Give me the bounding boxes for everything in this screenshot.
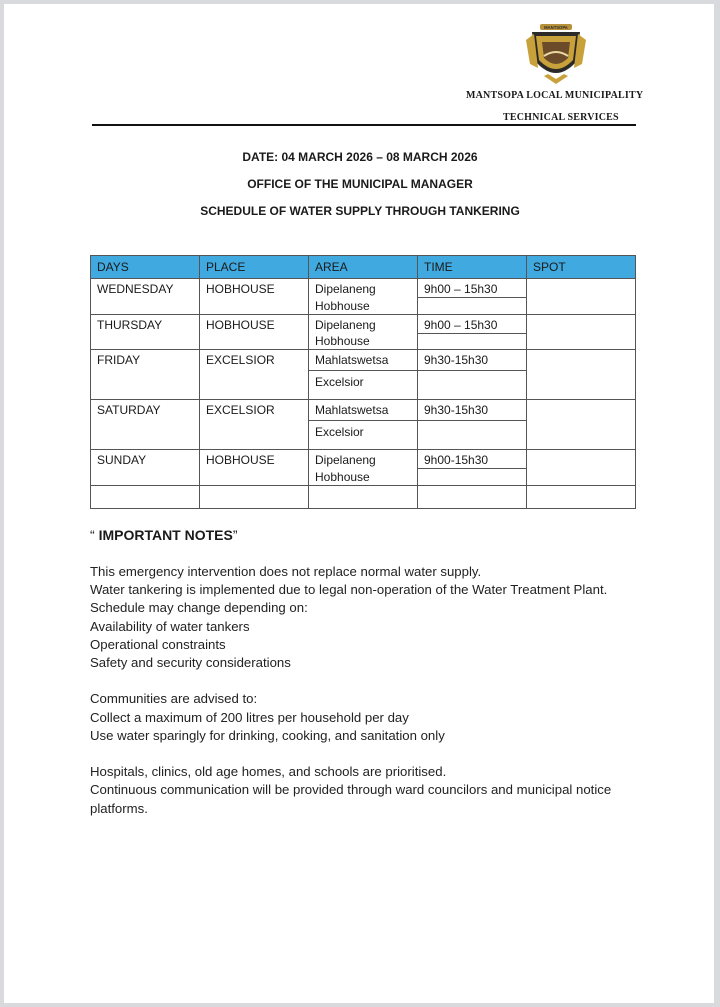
header-divider [92,124,636,126]
place-cell: HOBHOUSE [200,279,309,315]
day-cell: FRIDAY [91,350,200,400]
area-cell: Dipelaneng [309,314,418,333]
spot-cell [527,350,636,400]
time-cell: 9h00 – 15h30 [418,314,527,333]
header-area: AREA [309,256,418,279]
office-title: OFFICE OF THE MUNICIPAL MANAGER [247,177,473,191]
header-spot: SPOT [527,256,636,279]
note-line: Schedule may change depending on: [90,600,308,616]
time-cell-empty [418,333,527,350]
note-spacer [90,745,620,763]
empty-cell [527,485,636,508]
day-cell: SUNDAY [91,450,200,486]
area-cell: Dipelaneng [309,279,418,298]
area-cell: Dipelaneng [309,450,418,469]
place-cell: EXCELSIOR [200,350,309,400]
empty-cell [418,485,527,508]
time-cell: 9h00 – 15h30 [418,279,527,298]
empty-cell [200,485,309,508]
time-cell: 9h00-15h30 [418,450,527,469]
header-days: DAYS [91,256,200,279]
time-cell: 9h30-15h30 [418,400,527,421]
note-line: Safety and security considerations [90,655,291,671]
table-row [91,314,636,333]
open-quote: “ [90,527,95,543]
schedule-title: SCHEDULE OF WATER SUPPLY THROUGH TANKERING [200,204,520,218]
important-notes-title: IMPORTANT NOTES [98,527,233,543]
time-cell-empty [418,469,527,486]
municipal-crest-logo [522,18,590,88]
department-name: TECHNICAL SERVICES [503,112,619,123]
spot-cell [527,450,636,486]
table-row [91,450,636,469]
logo-text: MANTSOPA [544,25,568,30]
place-cell: HOBHOUSE [200,314,309,350]
spot-cell [527,279,636,315]
close-quote: ” [232,527,238,543]
area-cell: Excelsior [309,371,418,400]
schedule-date: DATE: 04 MARCH 2026 – 08 MARCH 2026 [242,150,478,164]
place-cell: HOBHOUSE [200,450,309,486]
place-cell: EXCELSIOR [200,400,309,450]
note-line: Water tankering is implemented due to legal non-operation of the Water Treatment Plant. [90,582,608,598]
note-line: This emergency intervention does not replace normal water supply. [90,564,482,579]
area-cell: Mahlatswetsa [309,350,418,371]
important-notes-body [90,563,620,818]
area-cell: Excelsior [309,421,418,450]
organization-name: MANTSOPA LOCAL MUNICIPALITY [466,90,644,101]
table-row [91,400,636,421]
note-line: Availability of water tankers [90,618,250,634]
table-row [91,350,636,371]
table-row-empty [91,485,636,508]
time-cell-empty [418,421,527,450]
important-notes-heading [90,527,238,543]
spot-cell [527,400,636,450]
note-line: Use water sparingly for drinking, cooking, and sanitation only [90,727,445,743]
area-cell: Hobhouse [309,298,418,315]
time-cell-empty [418,371,527,400]
area-cell: Mahlatswetsa [309,400,418,421]
note-line: Continuous communication will be provided through ward councilors and municipal notice platforms. [90,782,612,816]
table-row [91,279,636,298]
table-header-row [91,256,636,279]
day-cell: SATURDAY [91,400,200,450]
header-place: PLACE [200,256,309,279]
area-cell: Hobhouse [309,469,418,486]
tankering-schedule-table [90,255,636,509]
time-cell: 9h30-15h30 [418,350,527,371]
time-cell-empty [418,298,527,315]
day-cell: THURSDAY [91,314,200,350]
note-line: Hospitals, clinics, old age homes, and schools are prioritised. [90,764,447,780]
day-cell: WEDNESDAY [91,279,200,315]
header-time: TIME [418,256,527,279]
spot-cell [527,314,636,350]
area-cell: Hobhouse [309,333,418,350]
empty-cell [309,485,418,508]
note-line: Operational constraints [90,636,226,652]
empty-cell [91,485,200,508]
note-line: Communities are advised to: [90,691,258,707]
note-spacer [90,672,620,690]
note-line: Collect a maximum of 200 litres per household per day [90,709,409,725]
